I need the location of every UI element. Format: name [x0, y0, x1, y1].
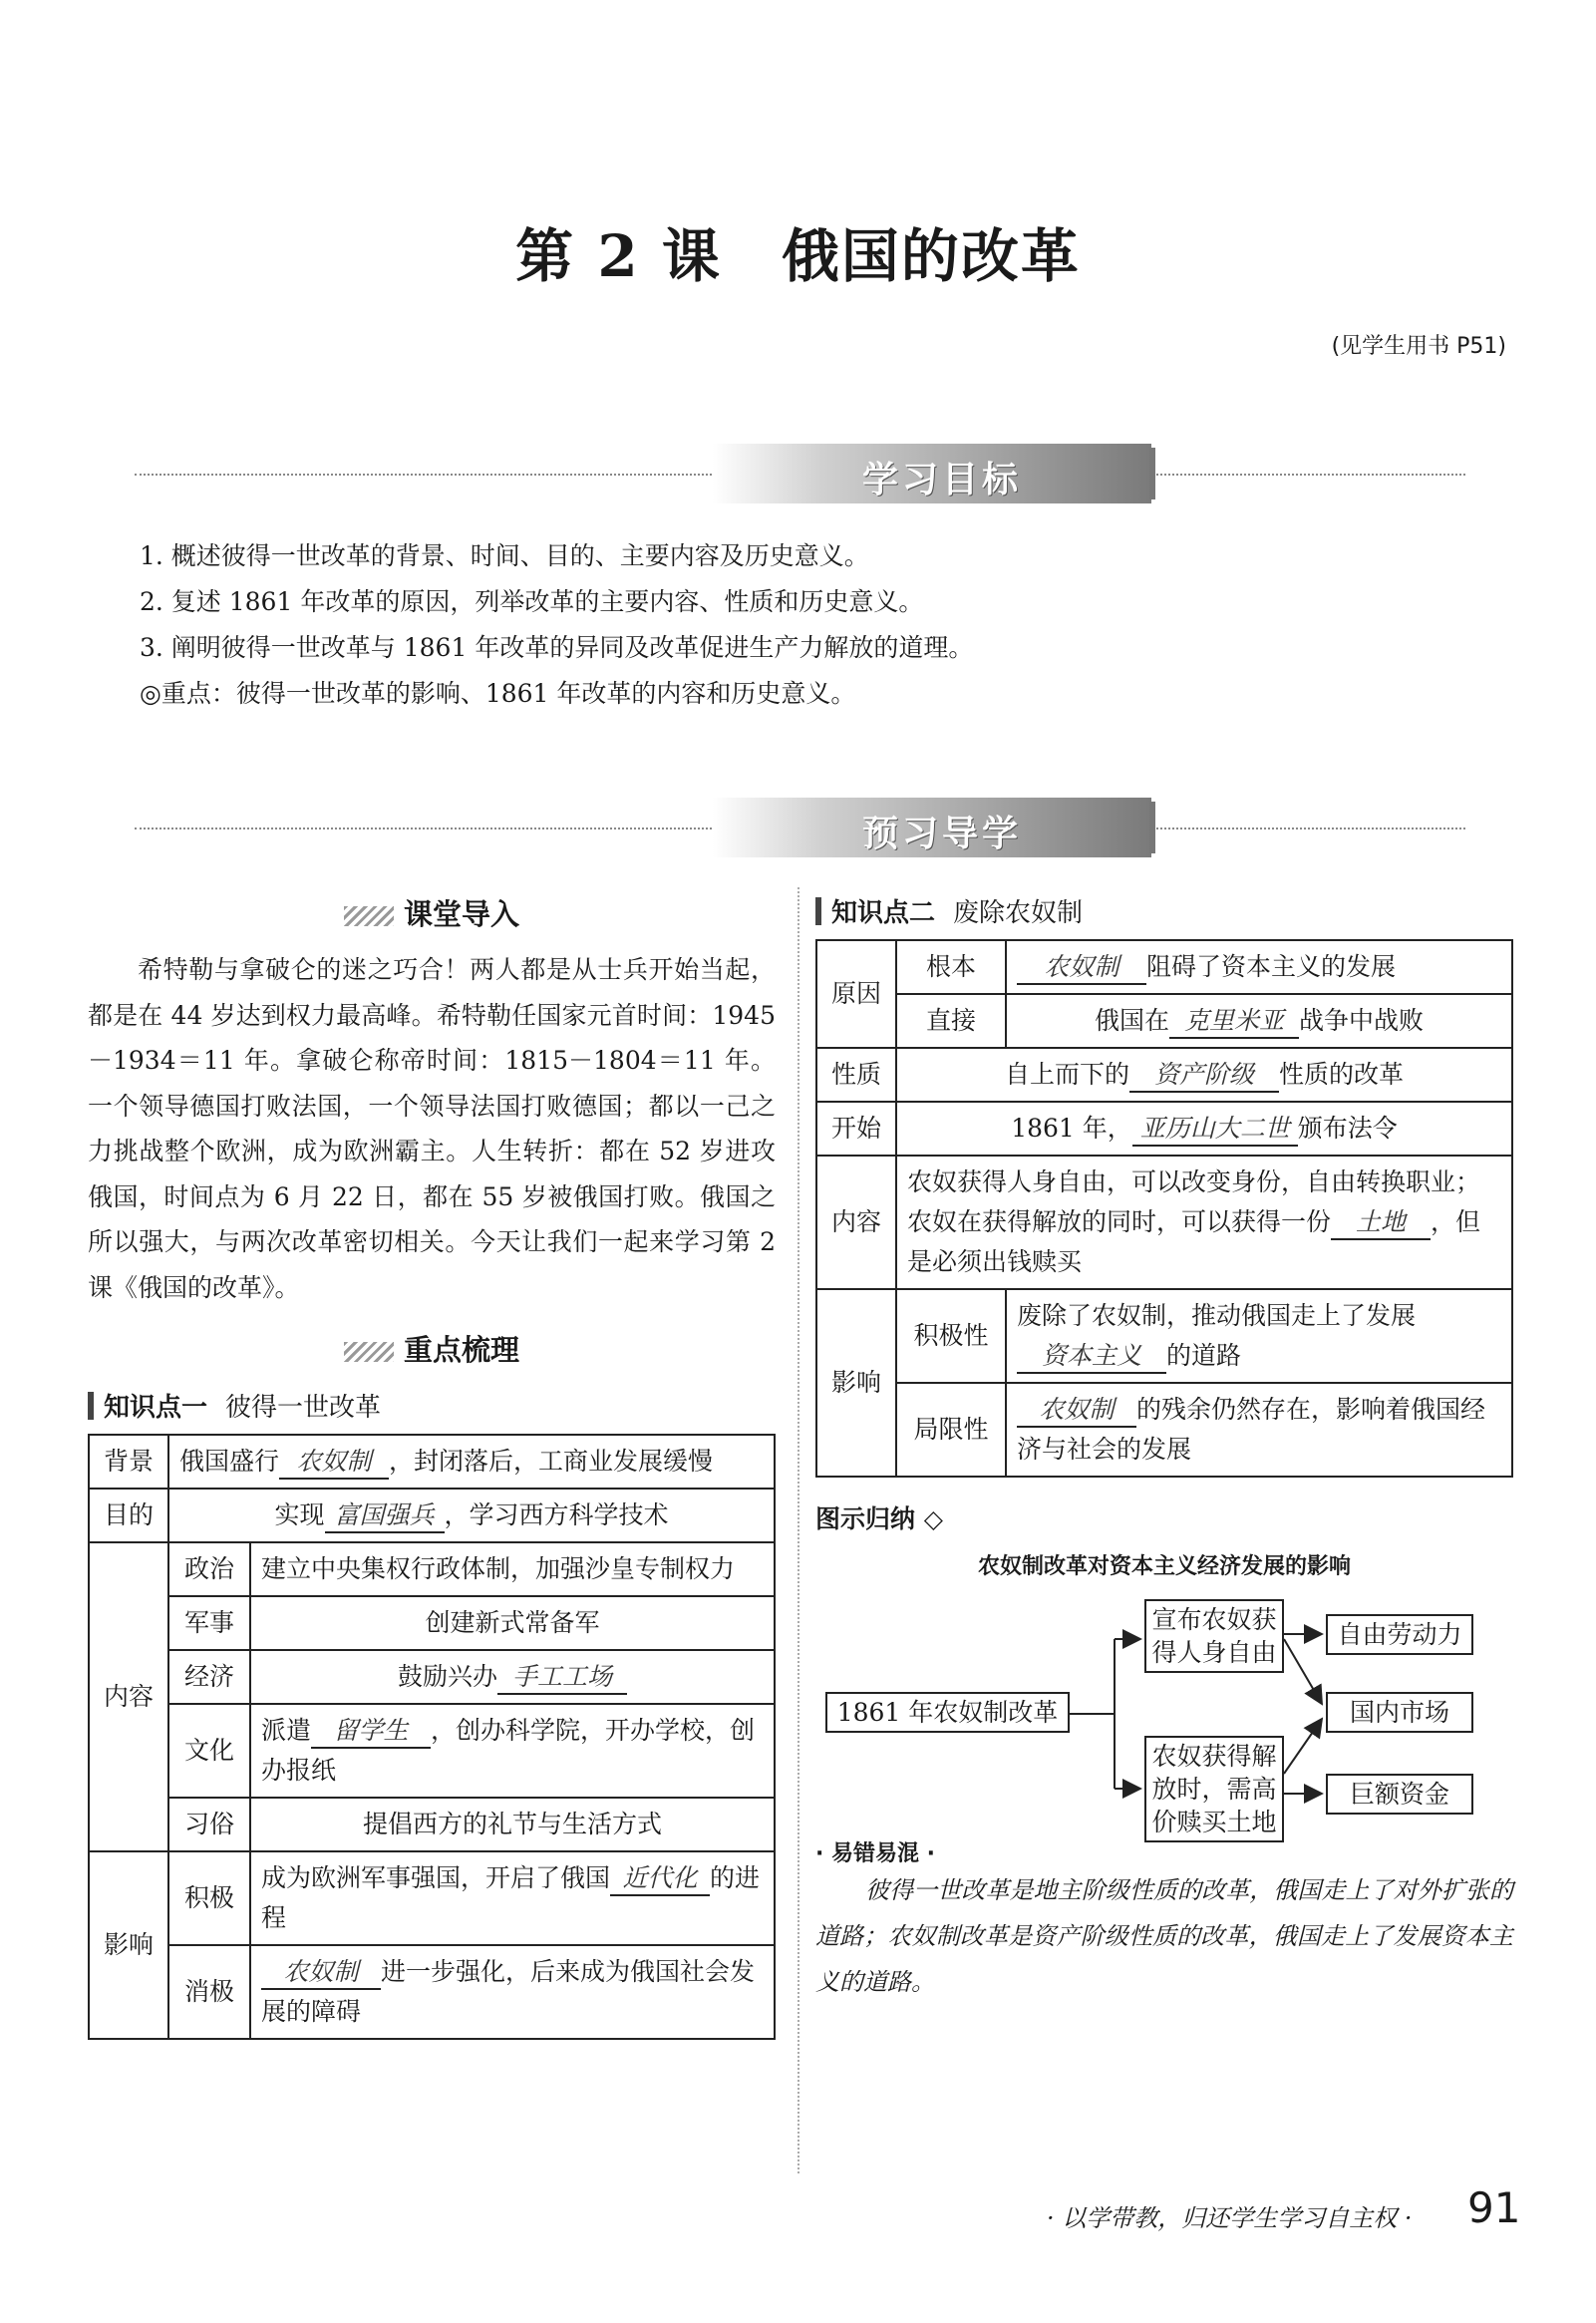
key-points-heading: 重点梳理	[88, 1328, 776, 1369]
table-row: 内容 政治 建立中央集权行政体制，加强沙皇专制权力	[89, 1542, 775, 1596]
table-row: 性质 自上而下的 资产阶级 性质的改革	[816, 1048, 1512, 1102]
table-row: 军事 创建新式常备军	[89, 1596, 775, 1650]
preview-banner	[135, 798, 1465, 857]
flow-node-labor: 自由劳动力	[1326, 1614, 1473, 1655]
answer-blank: 农奴制	[1017, 1396, 1136, 1428]
answer-blank: 农奴制	[261, 1958, 381, 1990]
table-row: 目的 实现 富国强兵 ，学习西方科学技术	[89, 1489, 775, 1542]
objective-item: 3. 阐明彼得一世改革与 1861 年改革的异同及改革促进生产力解放的道理。	[140, 633, 974, 662]
objectives-banner	[135, 444, 1465, 503]
left-column	[88, 892, 776, 2040]
flow-node-land: 农奴获得解放时，需高价赎买土地	[1144, 1736, 1284, 1842]
figure-heading: 图示归纳 ◇	[815, 1504, 943, 1533]
flow-node-freedom: 宣布农奴获得人身自由	[1144, 1599, 1284, 1673]
answer-blank: 克里米亚	[1169, 1007, 1299, 1039]
flow-node-capital: 巨额资金	[1326, 1774, 1473, 1815]
intro-text: 希特勒与拿破仑的迷之巧合！两人都是从士兵开始当起，都是在 44 岁达到权力最高峰。希特勒任国家元首时间：1945－1934＝11 年。拿破仑称帝时间：1815－1804＝11 年。一个领导德国打败法国，一个领导法国打败德国；都以一己之力挑战整个欧洲，成为欧洲霸主。人生转折：都在 52 岁进攻俄国，时间点为 6 月 22 日，都在 55 岁被俄国打败。俄国之所以强大，与两次改革密切相关。今天让我们一起来学习第 2 课《俄国的改革》。	[88, 955, 776, 1302]
table-row: 开始 1861 年， 亚历山大二世 颁布法令	[816, 1102, 1512, 1156]
textbook-reference: (见学生用书 P51)	[1331, 334, 1506, 359]
answer-blank: 近代化	[610, 1864, 710, 1896]
objective-item: 1. 概述彼得一世改革的背景、时间、目的、主要内容及历史意义。	[140, 541, 869, 570]
table-row: 文化 派遣 留学生 ，创办科学院，开办学校，创办报纸	[89, 1704, 775, 1798]
table-row: 经济 鼓励兴办 手工工场	[89, 1650, 775, 1704]
page-number: 91	[1467, 2183, 1521, 2232]
objective-item: ◎重点：彼得一世改革的影响、1861 年改革的内容和历史意义。	[140, 679, 856, 708]
bar-icon	[88, 1392, 94, 1420]
objectives-list	[140, 533, 1436, 717]
table-row: 影响 积极 成为欧洲军事强国，开启了俄国 近代化 的进程	[89, 1851, 775, 1945]
stripe-icon	[344, 1342, 394, 1362]
tips-heading: · 易错易混 ·	[815, 1841, 936, 1866]
objective-item: 2. 复述 1861 年改革的原因，列举改革的主要内容、性质和历史意义。	[140, 587, 924, 616]
tips-text: 彼得一世改革是地主阶级性质的改革，俄国走上了对外扩张的道路；农奴制改革是资产阶级性质的改革，俄国走上了发展资本主义的道路。	[815, 1876, 1513, 1996]
table-row: 局限性 农奴制 的残余仍然存在，影响着俄国经济与社会的发展	[816, 1383, 1512, 1477]
objectives-banner-label: 学习目标	[862, 460, 1023, 500]
kp2-table	[815, 939, 1513, 1478]
right-column	[815, 892, 1513, 2005]
table-row: 影响 积极性 废除了农奴制，推动俄国走上了发展资本主义 的道路	[816, 1289, 1512, 1383]
table-row: 原因 根本 农奴制 阻碍了资本主义的发展	[816, 940, 1512, 994]
preview-banner-label: 预习导学	[862, 814, 1023, 854]
answer-blank: 农奴制	[279, 1448, 389, 1480]
table-row: 背景 俄国盛行 农奴制 ，封闭落后，工商业发展缓慢	[89, 1435, 775, 1489]
table-row: 直接 俄国在 克里米亚 战争中战败	[816, 994, 1512, 1048]
answer-blank: 土地	[1331, 1208, 1431, 1240]
stripe-icon	[344, 906, 394, 926]
footer-slogan: · 以学带教，归还学生学习自主权 ·	[1047, 2204, 1413, 2232]
kp1-heading: 知识点一 彼得一世改革	[88, 1387, 776, 1424]
answer-blank: 资产阶级	[1129, 1061, 1279, 1093]
table-row: 习俗 提倡西方的礼节与生活方式	[89, 1798, 775, 1851]
answer-blank: 农奴制	[1017, 953, 1146, 985]
answer-blank: 手工工场	[497, 1663, 627, 1695]
answer-blank: 留学生	[311, 1717, 431, 1749]
answer-blank: 富国强兵	[325, 1501, 445, 1533]
answer-blank: 资本主义	[1017, 1342, 1166, 1374]
kp1-table	[88, 1434, 776, 2040]
table-row: 消极 农奴制 进一步强化，后来成为俄国社会发展的障碍	[89, 1945, 775, 2039]
diamond-icon: ◇	[923, 1504, 943, 1533]
figure-title: 农奴制改革对资本主义经济发展的影响	[977, 1554, 1351, 1579]
connector-arrow	[1284, 1639, 1322, 1704]
column-divider	[798, 887, 799, 2173]
answer-blank: 亚历山大二世	[1132, 1115, 1298, 1147]
flow-node-market: 国内市场	[1326, 1692, 1473, 1733]
table-row: 内容 农奴获得人身自由，可以改变身份，自由转换职业；农奴在获得解放的同时，可以获得一份 土地 ，但是必须出钱赎买	[816, 1156, 1512, 1289]
flow-node-root: 1861 年农奴制改革	[825, 1692, 1070, 1733]
connector-arrow	[1284, 1719, 1322, 1774]
bar-icon	[815, 897, 821, 925]
page-title: 第 2 课 俄国的改革	[515, 222, 1081, 290]
kp2-heading: 知识点二 废除农奴制	[815, 892, 1513, 929]
intro-heading: 课堂导入	[88, 892, 776, 933]
flow-diagram	[815, 1594, 1513, 1836]
